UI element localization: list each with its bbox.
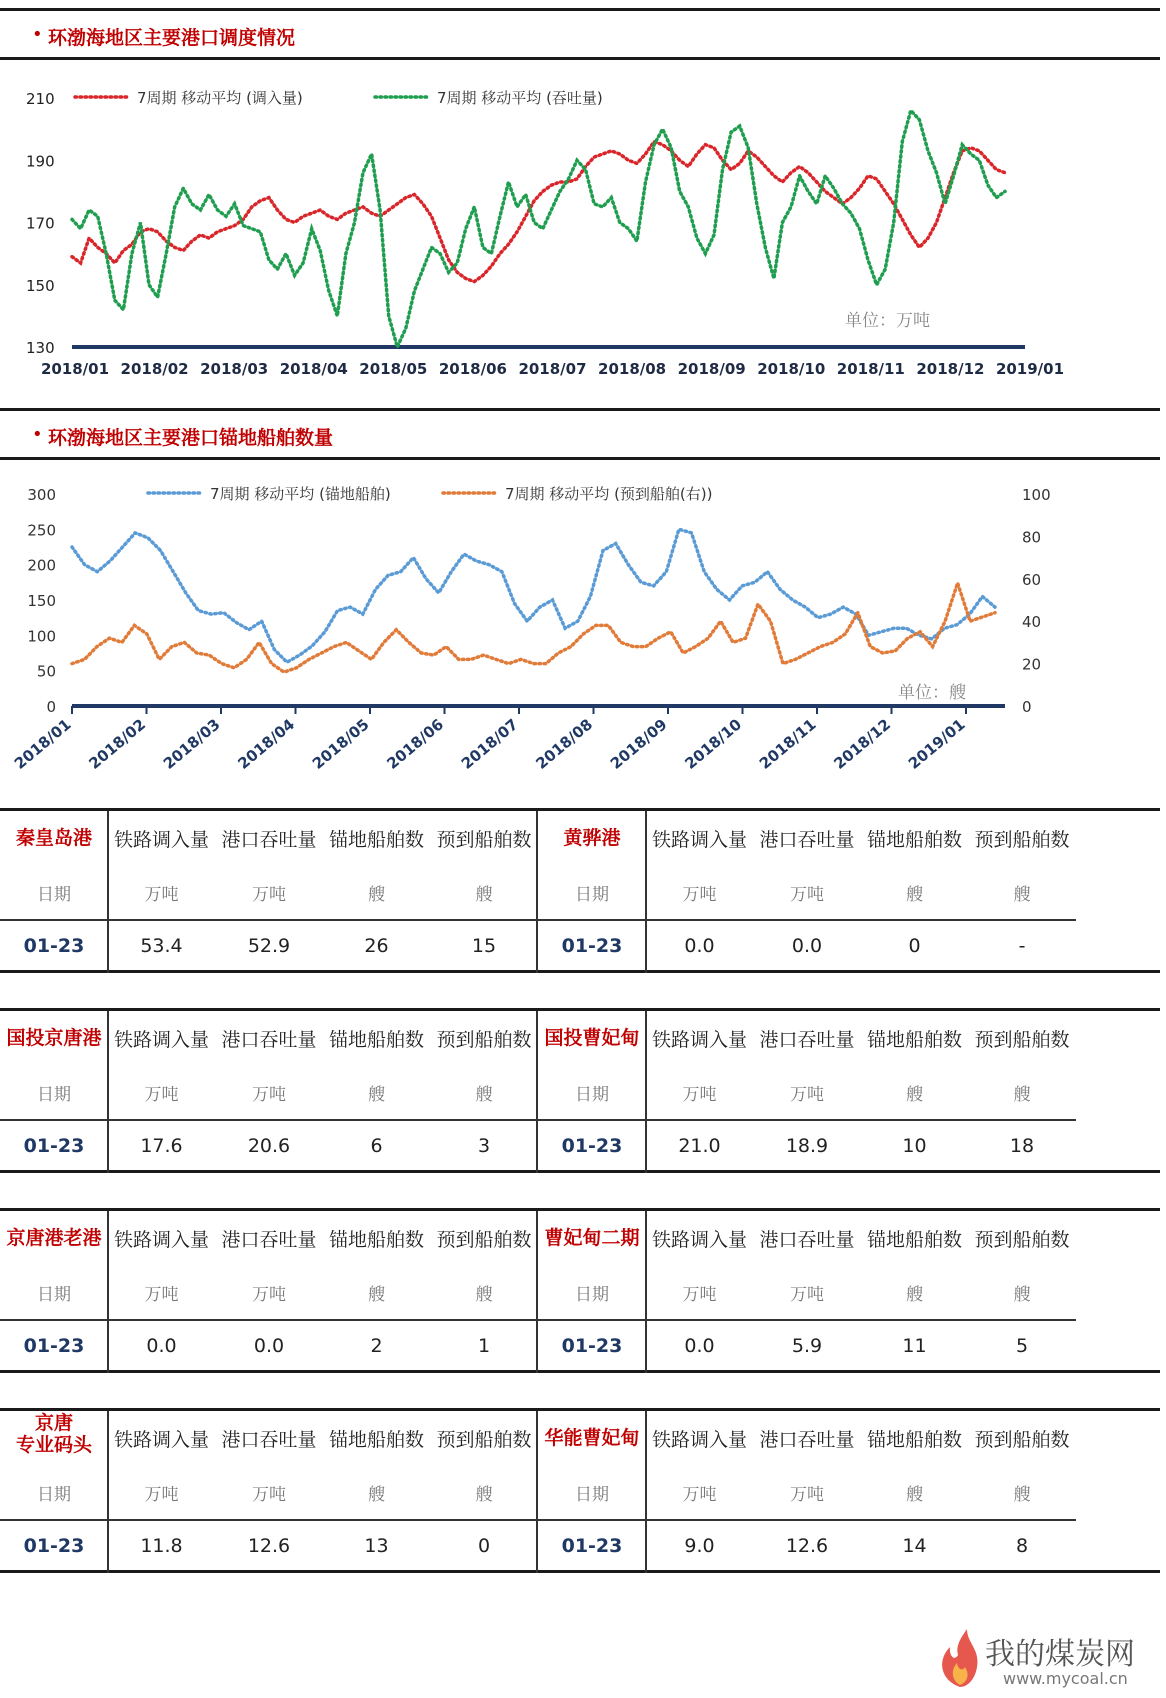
data-value: 14 [902, 1535, 927, 1557]
port-block-right [538, 1011, 1076, 1173]
column-header: 预到船舶数 [974, 1028, 1070, 1051]
legend-label: 7周期 移动平均 (吞吐量) [437, 89, 603, 107]
port-block-right [538, 1411, 1076, 1573]
y-tick-right: 80 [1022, 528, 1042, 547]
date-value: 01-23 [561, 935, 623, 957]
date-label: 日期 [37, 1284, 71, 1305]
block-divider [536, 1211, 538, 1373]
port-name [538, 811, 646, 865]
column-header: 预到船舶数 [436, 1428, 532, 1451]
column-header: 预到船舶数 [436, 1028, 532, 1051]
date-value: 01-23 [23, 935, 85, 957]
column-header: 铁路调入量 [651, 1228, 747, 1251]
unit-label: 单位：万吨 [845, 311, 930, 331]
date-label: 日期 [575, 1484, 609, 1505]
column-header: 锚地船舶数 [866, 1028, 962, 1051]
column-header: 锚地船舶数 [328, 1028, 424, 1051]
y-tick-left: 150 [27, 592, 56, 610]
y-tick-left: 250 [27, 521, 56, 540]
data-value: 2 [370, 1335, 383, 1357]
port-name [0, 811, 108, 865]
column-header: 铁路调入量 [113, 828, 209, 851]
series-line-2 [72, 583, 995, 672]
legend-label: 7周期 移动平均 (锚地船舶) [210, 485, 391, 503]
port-name-line: 国投京唐港 [6, 1027, 102, 1049]
date-value: 01-23 [23, 1135, 85, 1157]
column-header: 锚地船舶数 [866, 1228, 962, 1251]
series-line-1 [72, 529, 995, 662]
data-value: 5 [1015, 1335, 1029, 1357]
port-name-line: 京唐 [34, 1412, 73, 1434]
date-label: 日期 [575, 884, 609, 905]
data-value: 12.6 [247, 1535, 291, 1557]
column-divider [107, 1211, 109, 1373]
x-tick-label: 2019/01 [904, 715, 969, 773]
data-value: 12.6 [785, 1535, 829, 1557]
table-row [538, 1065, 1076, 1121]
table-row [0, 1411, 538, 1465]
y-tick-right: 40 [1022, 613, 1042, 632]
bullet-icon: • [32, 24, 43, 45]
x-tick-label: 2018/04 [279, 360, 348, 378]
x-tick-label: 2018/02 [85, 715, 150, 773]
unit-label: 艘 [906, 1284, 923, 1305]
table-row [538, 1119, 1076, 1173]
data-value: 10 [902, 1135, 927, 1157]
x-tick-label: 2018/06 [438, 360, 507, 378]
unit-label: 万吨 [790, 1484, 824, 1505]
column-header: 铁路调入量 [651, 1428, 747, 1451]
x-tick-label: 2018/06 [383, 715, 448, 773]
legend-label: 7周期 移动平均 (调入量) [137, 89, 303, 107]
column-header: 锚地船舶数 [328, 828, 424, 851]
section1-title: 环渤海地区主要港口调度情况 [48, 27, 296, 49]
table-row [538, 1465, 1076, 1521]
unit-label: 艘 [368, 1284, 385, 1305]
date-value: 01-23 [23, 1535, 85, 1557]
section1-title-bar [0, 8, 1160, 60]
table-row [0, 865, 538, 921]
column-header: 预到船舶数 [974, 1228, 1070, 1251]
data-value: 18 [1009, 1135, 1035, 1157]
port-name-line: 黄骅港 [563, 827, 621, 849]
table-row [0, 811, 538, 865]
date-label: 日期 [37, 1484, 71, 1505]
unit-label: 单位：艘 [898, 683, 966, 703]
data-value: 9.0 [684, 1535, 715, 1557]
data-value: 15 [471, 935, 497, 957]
x-tick-label: 2018/10 [681, 715, 746, 773]
port-block-left [0, 1411, 538, 1573]
unit-label: 艘 [906, 884, 923, 905]
unit-label: 艘 [368, 1084, 385, 1105]
table-row [538, 919, 1076, 973]
y-tick-left: 200 [27, 556, 56, 575]
date-label: 日期 [575, 1084, 609, 1105]
data-value: 0 [908, 935, 921, 957]
y-tick-left: 0 [46, 698, 56, 716]
unit-label: 艘 [1013, 884, 1031, 905]
x-tick-label: 2018/05 [308, 715, 373, 773]
port-block-right [538, 1211, 1076, 1373]
x-tick-label: 2018/05 [359, 360, 428, 378]
x-tick-label: 2018/04 [234, 715, 299, 773]
x-tick-label: 2018/07 [518, 360, 587, 378]
unit-label: 艘 [906, 1084, 923, 1105]
column-header: 铁路调入量 [651, 828, 747, 851]
x-tick-label: 2018/08 [598, 360, 667, 378]
x-tick-label: 2018/01 [40, 360, 110, 378]
y-tick-left: 100 [27, 627, 56, 646]
column-header: 锚地船舶数 [866, 1428, 962, 1451]
table-row [0, 1319, 538, 1373]
port-name [0, 1011, 108, 1065]
table-row [538, 1519, 1076, 1573]
table-row [0, 1211, 538, 1265]
block-divider [536, 811, 538, 973]
column-divider [107, 1011, 109, 1173]
y-tick-label: 150 [26, 276, 55, 295]
table-row [0, 1065, 538, 1121]
x-tick-label: 2018/02 [120, 360, 189, 378]
port-table [0, 1208, 1160, 1373]
column-header: 铁路调入量 [113, 1228, 209, 1251]
port-name-line: 国投曹妃甸 [544, 1027, 640, 1049]
unit-label: 万吨 [144, 1084, 179, 1105]
x-tick-label: 2019/01 [995, 360, 1065, 378]
x-tick-label: 2018/03 [159, 715, 224, 773]
unit-label: 艘 [1013, 1484, 1031, 1505]
unit-label: 艘 [475, 1284, 493, 1305]
unit-label: 艘 [475, 884, 493, 905]
port-name-line: 华能曹妃甸 [544, 1427, 640, 1449]
bullet-icon: • [32, 424, 43, 445]
y-tick-left: 50 [36, 662, 56, 681]
data-value: 1 [477, 1335, 491, 1357]
x-tick-label: 2018/12 [830, 715, 895, 773]
data-value: 6 [370, 1135, 383, 1157]
watermark-text: 我的煤炭网 [985, 1637, 1135, 1672]
port-block-right [538, 811, 1076, 973]
column-header: 锚地船舶数 [328, 1228, 424, 1251]
port-block-left [0, 811, 538, 973]
data-value: 52.9 [247, 935, 291, 957]
data-value: 3 [477, 1135, 491, 1157]
unit-label: 万吨 [682, 1284, 717, 1305]
unit-label: 万吨 [790, 1284, 824, 1305]
unit-label: 万吨 [144, 1284, 179, 1305]
unit-label: 万吨 [252, 1484, 286, 1505]
column-header: 港口吞吐量 [759, 828, 855, 851]
date-value: 01-23 [561, 1535, 623, 1557]
y-tick-left: 300 [27, 486, 56, 504]
table-row [0, 1119, 538, 1173]
unit-label: 万吨 [252, 1084, 286, 1105]
column-header: 预到船舶数 [974, 1428, 1070, 1451]
port-block-left [0, 1011, 538, 1173]
port-table [0, 1008, 1160, 1173]
port-block-left [0, 1211, 538, 1373]
table-row [0, 1265, 538, 1321]
column-header: 港口吞吐量 [759, 1228, 855, 1251]
column-header: 预到船舶数 [974, 828, 1070, 851]
port-name [538, 1211, 646, 1265]
legend-label: 7周期 移动平均 (预到船舶(右)) [505, 485, 713, 503]
column-header: 铁路调入量 [113, 1428, 209, 1451]
x-tick-label: 2018/08 [532, 715, 597, 773]
port-table [0, 808, 1160, 973]
data-value: 0.0 [146, 1335, 177, 1357]
unit-label: 万吨 [144, 1484, 179, 1505]
column-header: 铁路调入量 [651, 1028, 747, 1051]
column-header: 锚地船舶数 [866, 828, 962, 851]
column-divider [645, 1411, 647, 1573]
unit-label: 艘 [1013, 1284, 1031, 1305]
x-tick-label: 2018/11 [836, 360, 905, 378]
y-tick-label: 170 [26, 214, 55, 233]
table-row [538, 1011, 1076, 1065]
data-value: 21.0 [678, 1135, 721, 1157]
x-tick-label: 2018/12 [916, 360, 985, 378]
column-divider [645, 811, 647, 973]
y-tick-label: 210 [26, 90, 55, 108]
data-value: 0.0 [253, 1335, 285, 1357]
unit-label: 艘 [475, 1084, 493, 1105]
block-divider [536, 1011, 538, 1173]
x-tick-label: 2018/03 [200, 360, 269, 378]
column-divider [645, 1011, 647, 1173]
unit-label: 万吨 [790, 884, 824, 905]
column-divider [107, 811, 109, 973]
table-row [538, 1411, 1076, 1465]
column-divider [645, 1211, 647, 1373]
data-value: 53.4 [140, 935, 183, 957]
y-tick-right: 20 [1022, 655, 1042, 674]
column-header: 港口吞吐量 [759, 1428, 855, 1451]
data-value: 11 [902, 1335, 927, 1357]
data-value: 8 [1015, 1535, 1029, 1557]
anchorage-chart [0, 460, 1166, 805]
data-value: 17.6 [140, 1135, 183, 1157]
x-tick-label: 2018/07 [457, 715, 522, 773]
y-tick-right: 60 [1022, 570, 1042, 589]
port-name [0, 1211, 108, 1265]
column-header: 港口吞吐量 [221, 828, 317, 851]
data-value: 11.8 [140, 1535, 183, 1557]
unit-label: 艘 [368, 1484, 385, 1505]
table-row [538, 1265, 1076, 1321]
column-header: 预到船舶数 [436, 1228, 532, 1251]
unit-label: 万吨 [682, 1484, 717, 1505]
table-row [538, 865, 1076, 921]
port-name-line: 曹妃甸二期 [544, 1227, 640, 1249]
column-header: 港口吞吐量 [221, 1428, 317, 1451]
x-tick-label: 2018/10 [757, 360, 826, 378]
port-name-line: 京唐港老港 [6, 1227, 102, 1249]
watermark [925, 1625, 1155, 1695]
unit-label: 艘 [1013, 1084, 1031, 1105]
column-header: 预到船舶数 [436, 828, 532, 851]
unit-label: 万吨 [790, 1084, 824, 1105]
x-tick-label: 2018/01 [10, 715, 75, 773]
x-tick-label: 2018/09 [606, 715, 671, 773]
unit-label: 万吨 [144, 884, 179, 905]
data-value: 0.0 [791, 935, 823, 957]
data-value: 26 [364, 935, 389, 957]
x-tick-label: 2018/11 [755, 715, 820, 773]
column-header: 港口吞吐量 [221, 1028, 317, 1051]
date-value: 01-23 [561, 1135, 623, 1157]
section2-title: 环渤海地区主要港口锚地船舶数量 [48, 427, 334, 449]
column-header: 锚地船舶数 [328, 1428, 424, 1451]
section2-title-bar [0, 408, 1160, 460]
unit-label: 艘 [906, 1484, 923, 1505]
unit-label: 艘 [368, 884, 385, 905]
date-label: 日期 [37, 884, 71, 905]
unit-label: 艘 [475, 1484, 493, 1505]
throughput-chart [0, 65, 1166, 405]
date-label: 日期 [37, 1084, 71, 1105]
port-name-line: 秦皇岛港 [15, 827, 92, 849]
port-table [0, 1408, 1160, 1573]
x-tick-label: 2018/09 [677, 360, 746, 378]
table-row [538, 811, 1076, 865]
series-line-1 [72, 142, 1005, 282]
date-value: 01-23 [561, 1335, 623, 1357]
data-value: 5.9 [791, 1335, 823, 1357]
column-divider [107, 1411, 109, 1573]
data-value: 0 [477, 1535, 491, 1557]
date-value: 01-23 [23, 1335, 85, 1357]
table-row [0, 1011, 538, 1065]
data-value: 13 [364, 1535, 389, 1557]
table-row [0, 919, 538, 973]
watermark-url: www.mycoal.cn [1003, 1669, 1128, 1688]
table-row [0, 1519, 538, 1573]
block-divider [536, 1411, 538, 1573]
date-label: 日期 [575, 1284, 609, 1305]
y-tick-right: 0 [1022, 698, 1032, 716]
table-row [538, 1211, 1076, 1265]
table-row [0, 1465, 538, 1521]
y-tick-label: 190 [26, 152, 55, 171]
data-value: - [1018, 935, 1026, 957]
data-value: 0.0 [684, 935, 715, 957]
port-name-line: 专业码头 [15, 1434, 92, 1456]
data-value: 18.9 [785, 1135, 829, 1157]
data-value: 0.0 [684, 1335, 715, 1357]
data-value: 20.6 [247, 1135, 291, 1157]
table-row [538, 1319, 1076, 1373]
unit-label: 万吨 [252, 1284, 286, 1305]
port-name [538, 1011, 646, 1065]
unit-label: 万吨 [682, 884, 717, 905]
column-header: 铁路调入量 [113, 1028, 209, 1051]
column-header: 港口吞吐量 [759, 1028, 855, 1051]
y-tick-right: 100 [1022, 486, 1051, 504]
unit-label: 万吨 [252, 884, 286, 905]
port-name [538, 1411, 646, 1465]
column-header: 港口吞吐量 [221, 1228, 317, 1251]
unit-label: 万吨 [682, 1084, 717, 1105]
y-tick-label: 130 [26, 339, 55, 357]
